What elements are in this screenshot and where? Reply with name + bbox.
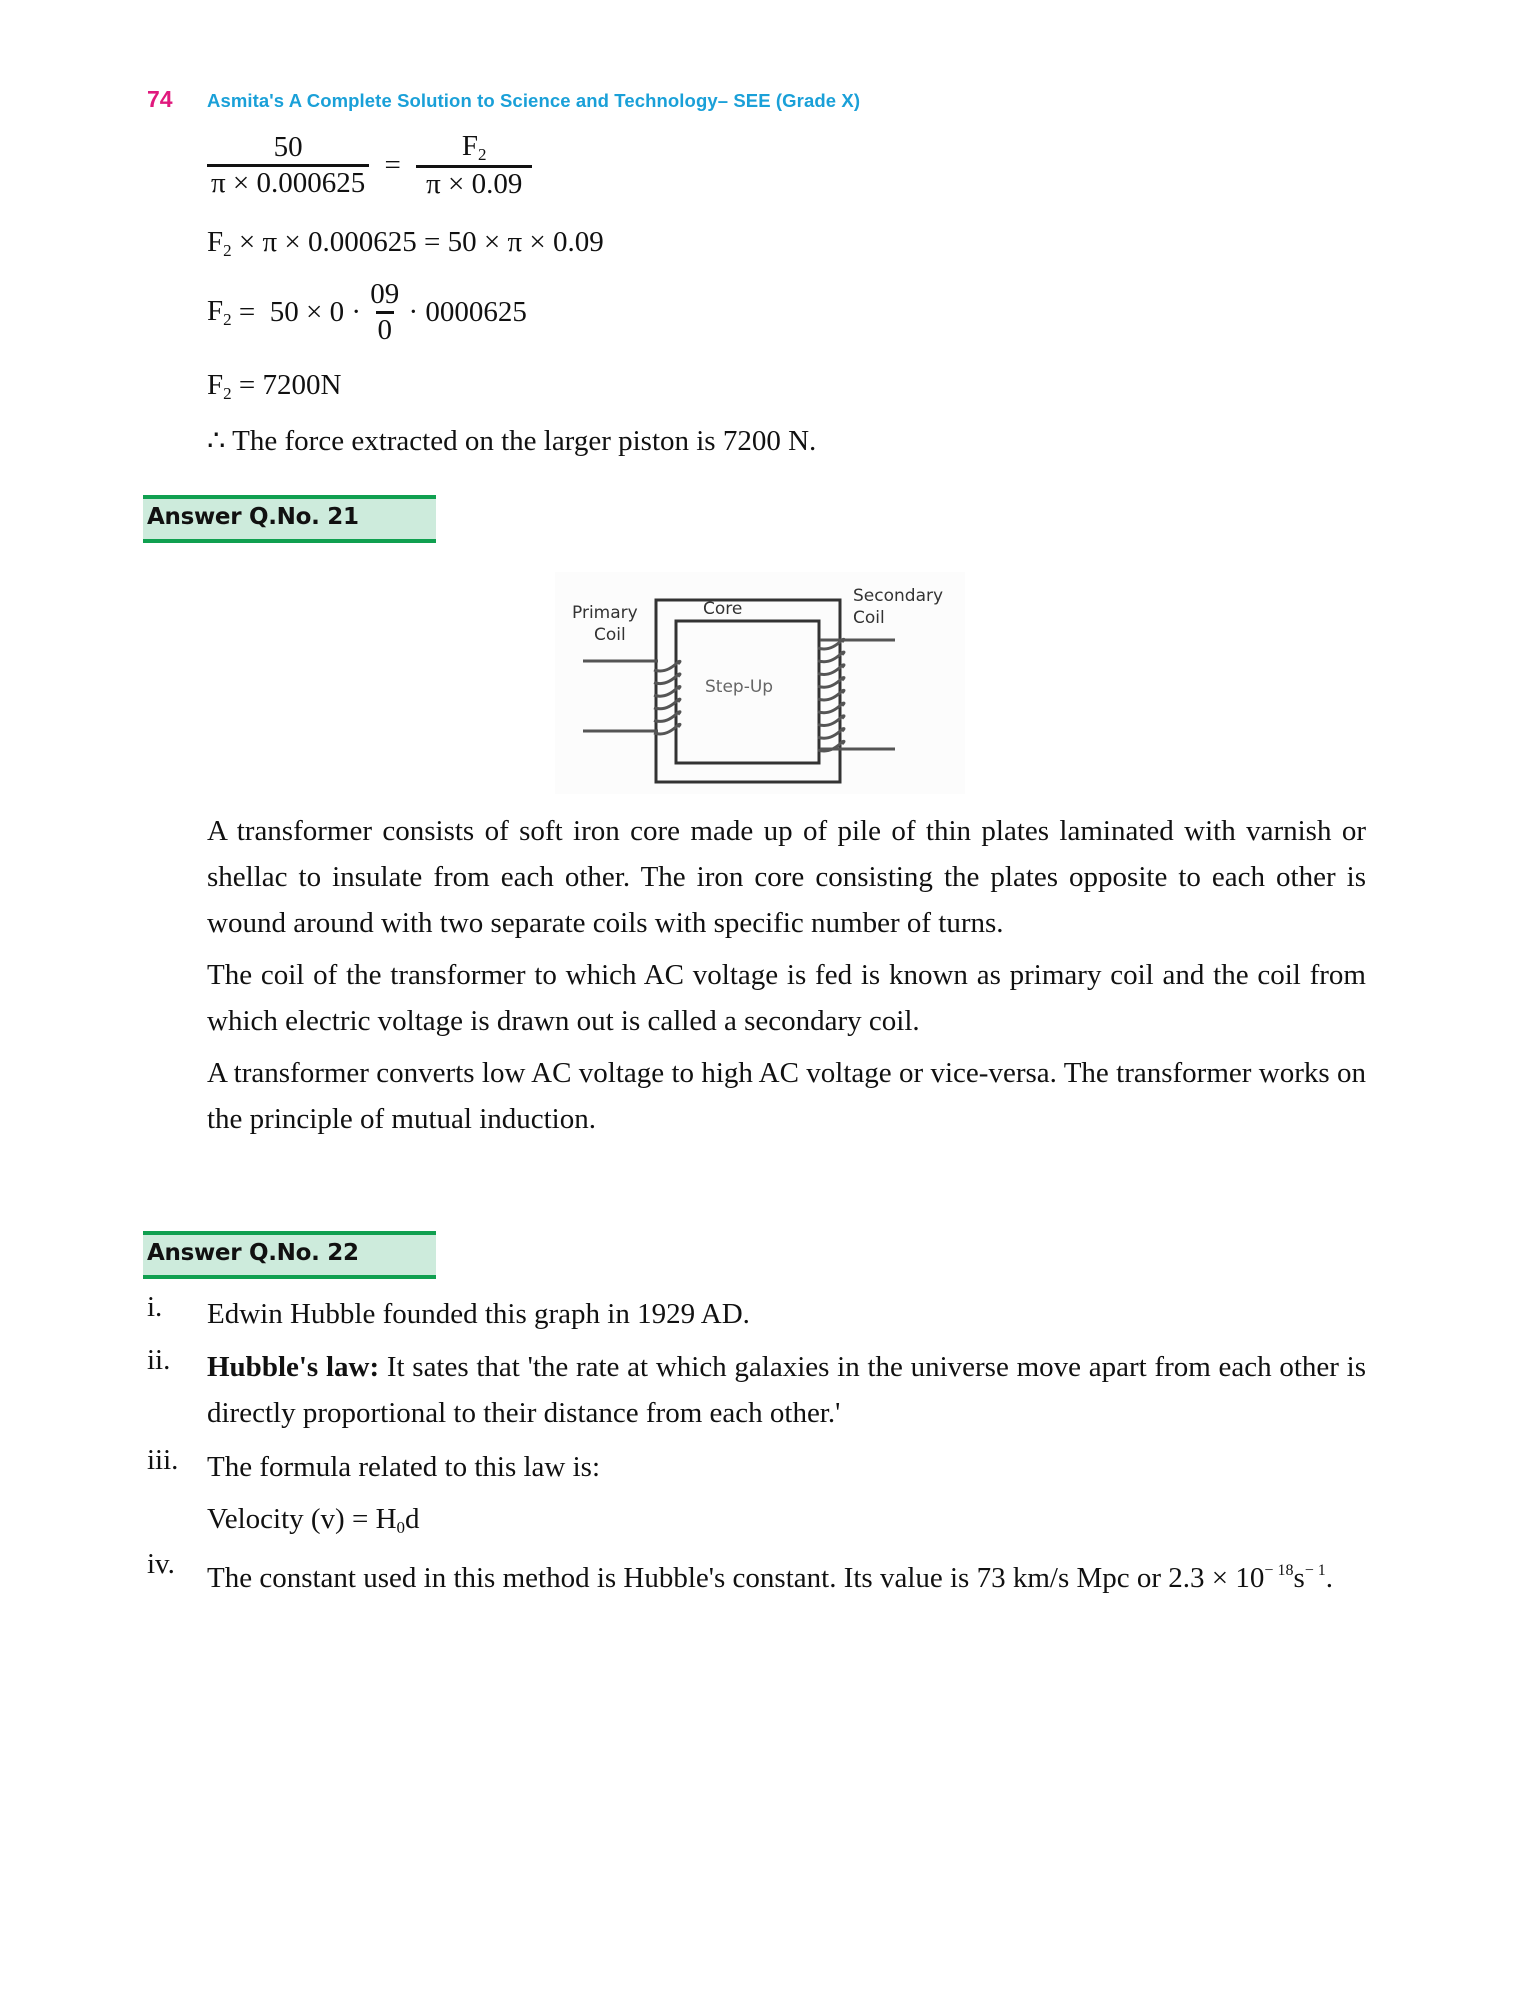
paragraph: The coil of the transformer to which AC voltage is fed is known as primary coil and the coil from which electric voltage is drawn out is called a secondary coil. bbox=[207, 959, 1366, 1037]
f-symbol: F bbox=[461, 130, 479, 162]
equation-line-4 bbox=[207, 369, 341, 404]
subscript: 2 bbox=[478, 145, 487, 164]
unit: s bbox=[1293, 1562, 1305, 1594]
hubble-constant-text: The constant used in this method is Hubble's constant. Its value is 73 km/s Mpc or 2.3 × 10 bbox=[207, 1562, 1265, 1594]
hubble-formula bbox=[207, 1496, 1366, 1551]
running-header-title: Asmita's A Complete Solution to Science and Technology– SEE (Grade X) bbox=[207, 90, 861, 111]
answer-21-heading-box bbox=[143, 495, 436, 543]
equation-text: · 0000625 bbox=[408, 296, 527, 328]
page-number: 74 bbox=[147, 86, 173, 112]
left-denominator: π × 0.000625 bbox=[207, 164, 369, 200]
conclusion-line: ∴ The force extracted on the larger piston is 7200 N. bbox=[207, 425, 817, 457]
answer-22-heading-box bbox=[143, 1231, 436, 1279]
equation-line-2 bbox=[207, 226, 604, 261]
left-fraction bbox=[207, 131, 369, 200]
list-marker: ii. bbox=[147, 1344, 171, 1376]
right-numerator bbox=[458, 130, 491, 165]
equation-line-3 bbox=[207, 278, 527, 347]
f-symbol: F bbox=[207, 226, 224, 258]
paragraph: A transformer converts low AC voltage to high AC voltage or vice-versa. The transformer works on the principle of mutual induction. bbox=[207, 1057, 1366, 1135]
equation-text: = 7200N bbox=[231, 369, 342, 401]
list-marker: iii. bbox=[147, 1444, 179, 1476]
subscript: 2 bbox=[223, 384, 232, 403]
fraction-denominator: 0 bbox=[376, 311, 395, 347]
list-marker: iv. bbox=[147, 1548, 175, 1580]
answer-21-heading: Answer Q.No. 21 bbox=[147, 504, 359, 530]
inline-fraction bbox=[368, 278, 401, 347]
f-symbol: F bbox=[207, 295, 224, 327]
right-fraction bbox=[416, 130, 532, 201]
equals-sign: = bbox=[384, 149, 401, 181]
secondary-label-2: Coil bbox=[853, 608, 885, 628]
fraction-numerator: 09 bbox=[370, 278, 400, 310]
subscript: 2 bbox=[223, 241, 232, 260]
formula-rhs: d bbox=[405, 1503, 420, 1535]
fraction-equation bbox=[207, 130, 532, 201]
list-item-1: Edwin Hubble founded this graph in 1929 AD. bbox=[207, 1298, 750, 1330]
list-item-3: The formula related to this law is: bbox=[207, 1451, 601, 1483]
exponent: − 18 bbox=[1264, 1562, 1294, 1579]
formula-subscript: 0 bbox=[396, 1518, 406, 1537]
transformer-diagram bbox=[555, 572, 965, 794]
list-item-4 bbox=[207, 1548, 1366, 1601]
right-denominator: π × 0.09 bbox=[416, 165, 532, 201]
period: . bbox=[1325, 1562, 1334, 1594]
hubbles-law-definition: It sates that 'the rate at which galaxies in the universe move apart from each other is directly proportional to their distance from each other.' bbox=[207, 1351, 1367, 1429]
secondary-label-1: Secondary bbox=[853, 586, 944, 606]
answer-21-body bbox=[207, 808, 1366, 1148]
primary-label-1: Primary bbox=[572, 603, 638, 623]
answer-22-heading: Answer Q.No. 22 bbox=[147, 1240, 359, 1266]
list-item-2 bbox=[207, 1344, 1366, 1436]
primary-label-2: Coil bbox=[594, 625, 626, 645]
list-marker: i. bbox=[147, 1291, 163, 1323]
step-up-label: Step-Up bbox=[705, 677, 774, 697]
equation-text: = 50 × 0 · bbox=[231, 296, 362, 328]
equation-text: × π × 0.000625 = 50 × π × 0.09 bbox=[231, 226, 604, 258]
exponent: − 1 bbox=[1304, 1562, 1326, 1579]
paragraph: A transformer consists of soft iron core made up of pile of thin plates laminated with varnish or shellac to insulate from each other. The iron core consisting the plates opposite to each other is wound around with two separate coils with specific number of turns. bbox=[207, 815, 1366, 939]
lhs bbox=[207, 295, 232, 327]
formula-lhs: Velocity (v) = H bbox=[207, 1503, 397, 1535]
core-label: Core bbox=[703, 599, 743, 619]
left-numerator: 50 bbox=[273, 131, 303, 163]
f-symbol: F bbox=[207, 369, 224, 401]
subscript: 2 bbox=[223, 310, 232, 329]
hubbles-law-term: Hubble's law: bbox=[207, 1351, 380, 1383]
